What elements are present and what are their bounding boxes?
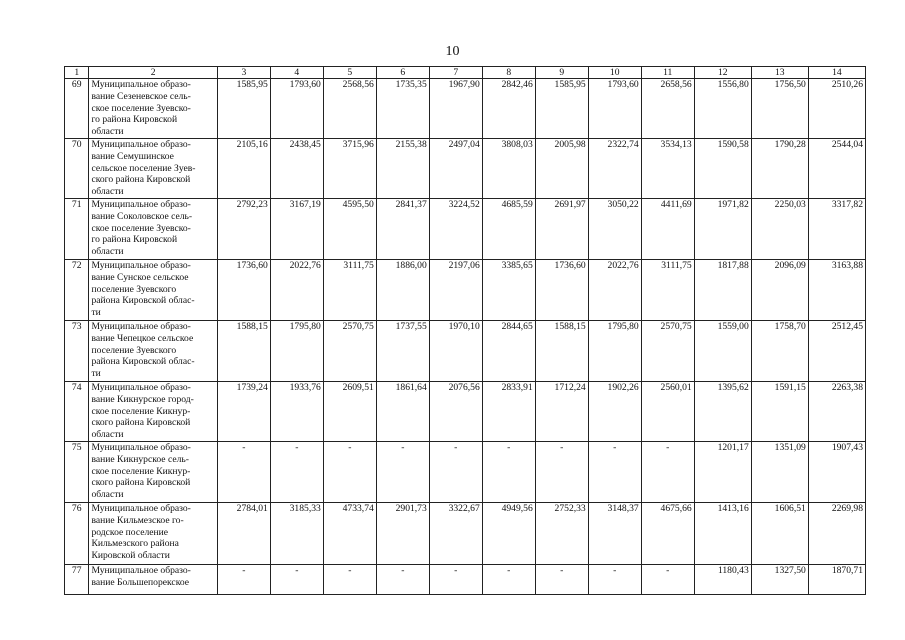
- row-number: 75: [65, 442, 89, 503]
- value-cell: 1817,88: [694, 260, 751, 321]
- value-cell: 2438,45: [270, 139, 323, 199]
- row-number: 73: [65, 321, 89, 382]
- municipality-name: [89, 260, 217, 321]
- value-cell: 1585,95: [217, 79, 270, 139]
- value-cell: 2658,56: [641, 79, 694, 139]
- value-cell: 2609,51: [323, 382, 376, 442]
- value-cell: 2510,26: [808, 79, 865, 139]
- value-cell: 2322,74: [588, 139, 641, 199]
- municipality-name: [89, 442, 217, 503]
- row-number: 74: [65, 382, 89, 442]
- municipality-name-line: области: [91, 186, 124, 198]
- value-cell: 2155,38: [376, 139, 429, 199]
- value-cell: 3534,13: [641, 139, 694, 199]
- column-header: 13: [751, 67, 808, 79]
- value-cell: 1735,35: [376, 79, 429, 139]
- value-cell: 3317,82: [808, 199, 865, 260]
- table-row: [65, 79, 866, 139]
- value-cell: 1967,90: [429, 79, 482, 139]
- value-cell: -: [482, 442, 535, 503]
- value-cell: 1758,70: [751, 321, 808, 382]
- value-cell: 3111,75: [641, 260, 694, 321]
- value-cell: -: [270, 442, 323, 503]
- value-cell: 1870,71: [808, 565, 865, 595]
- value-cell: 2841,37: [376, 199, 429, 260]
- column-header: 5: [323, 67, 376, 79]
- value-cell: -: [588, 565, 641, 595]
- value-cell: 1327,50: [751, 565, 808, 595]
- municipality-name-line: вание Соколовское сель-: [91, 210, 193, 222]
- value-cell: 1970,10: [429, 321, 482, 382]
- tariff-table: [64, 66, 866, 595]
- municipality-name-line: вание Чепецкое сельское: [91, 332, 194, 344]
- column-header: 4: [270, 67, 323, 79]
- value-cell: 1861,64: [376, 382, 429, 442]
- municipality-name-line: Муниципальное образо-: [91, 79, 191, 90]
- value-cell: 1886,00: [376, 260, 429, 321]
- value-cell: 3050,22: [588, 199, 641, 260]
- value-cell: -: [376, 565, 429, 595]
- value-cell: 1588,15: [535, 321, 588, 382]
- value-cell: 4685,59: [482, 199, 535, 260]
- table-row: [65, 199, 866, 260]
- value-cell: 1736,60: [535, 260, 588, 321]
- value-cell: 2842,46: [482, 79, 535, 139]
- value-cell: 3322,67: [429, 503, 482, 565]
- column-header: 8: [482, 67, 535, 79]
- value-cell: 3111,75: [323, 260, 376, 321]
- table-row: [65, 139, 866, 199]
- municipality-name-line: вание Сунское сельское: [91, 271, 189, 283]
- municipality-name-line: Муниципальное образо-: [91, 382, 191, 393]
- municipality-name-line: ское поселение Зуевско-: [91, 222, 191, 234]
- value-cell: 2792,23: [217, 199, 270, 260]
- page-number: 10: [445, 44, 460, 59]
- column-header: 3: [217, 67, 270, 79]
- value-cell: 4675,66: [641, 503, 694, 565]
- value-cell: -: [482, 565, 535, 595]
- value-cell: 2570,75: [323, 321, 376, 382]
- value-cell: 1585,95: [535, 79, 588, 139]
- municipality-name-line: сельское поселение Зуев-: [91, 162, 196, 174]
- municipality-name-line: го района Кировской: [91, 114, 178, 126]
- value-cell: 3163,88: [808, 260, 865, 321]
- municipality-name-line: области: [91, 429, 124, 441]
- column-header: 2: [89, 67, 217, 79]
- value-cell: 2833,91: [482, 382, 535, 442]
- row-number: 72: [65, 260, 89, 321]
- value-cell: 1180,43: [694, 565, 751, 595]
- row-number: 70: [65, 139, 89, 199]
- municipality-name: [89, 321, 217, 382]
- value-cell: 1591,15: [751, 382, 808, 442]
- municipality-name-line: вание Кильмезское го-: [91, 514, 184, 526]
- value-cell: 1907,43: [808, 442, 865, 503]
- value-cell: -: [323, 565, 376, 595]
- municipality-name-line: ское поселение Кикнур-: [91, 465, 191, 477]
- municipality-name-line: поселение Зуевского: [91, 344, 177, 356]
- row-number: 71: [65, 199, 89, 260]
- column-header: 9: [535, 67, 588, 79]
- municipality-name-line: вание Семушинское: [91, 150, 174, 162]
- value-cell: 2752,33: [535, 503, 588, 565]
- value-cell: -: [641, 565, 694, 595]
- column-header: 10: [588, 67, 641, 79]
- value-cell: 1739,24: [217, 382, 270, 442]
- value-cell: 3167,19: [270, 199, 323, 260]
- value-cell: 2512,45: [808, 321, 865, 382]
- value-cell: 1737,55: [376, 321, 429, 382]
- value-cell: 1590,58: [694, 139, 751, 199]
- municipality-name-line: ское поселение Кикнур-: [91, 405, 191, 417]
- value-cell: 1736,60: [217, 260, 270, 321]
- municipality-name: [89, 79, 217, 139]
- row-number: 69: [65, 79, 89, 139]
- value-cell: -: [588, 442, 641, 503]
- municipality-name-line: ти: [91, 368, 101, 380]
- value-cell: 2497,04: [429, 139, 482, 199]
- value-cell: 1793,60: [588, 79, 641, 139]
- column-header: 12: [694, 67, 751, 79]
- municipality-name-line: области: [91, 489, 124, 501]
- municipality-name-line: Муниципальное образо-: [91, 199, 191, 210]
- value-cell: 2560,01: [641, 382, 694, 442]
- value-cell: 4949,56: [482, 503, 535, 565]
- value-cell: -: [535, 442, 588, 503]
- value-cell: 1351,09: [751, 442, 808, 503]
- municipality-name-line: вание Кикнурское город-: [91, 393, 194, 405]
- value-cell: 1606,51: [751, 503, 808, 565]
- value-cell: 1588,15: [217, 321, 270, 382]
- row-number: 76: [65, 503, 89, 565]
- value-cell: 2005,98: [535, 139, 588, 199]
- value-cell: 3808,03: [482, 139, 535, 199]
- table-row: [65, 321, 866, 382]
- municipality-name-line: Кировской области: [91, 550, 170, 562]
- value-cell: -: [376, 442, 429, 503]
- column-header: 14: [808, 67, 865, 79]
- value-cell: 1933,76: [270, 382, 323, 442]
- column-number-header-row: [65, 67, 866, 79]
- value-cell: 2263,38: [808, 382, 865, 442]
- value-cell: 2570,75: [641, 321, 694, 382]
- value-cell: -: [535, 565, 588, 595]
- value-cell: 3148,37: [588, 503, 641, 565]
- municipality-name-line: ти: [91, 307, 101, 319]
- table-body: [65, 79, 866, 595]
- value-cell: 1201,17: [694, 442, 751, 503]
- municipality-name-line: вание Кикнурское сель-: [91, 453, 189, 465]
- value-cell: -: [429, 565, 482, 595]
- table-row: [65, 442, 866, 503]
- municipality-name: [89, 565, 217, 595]
- municipality-name-line: поселение Зуевского: [91, 283, 177, 295]
- column-header: 11: [641, 67, 694, 79]
- municipality-name: [89, 503, 217, 565]
- column-header: 6: [376, 67, 429, 79]
- value-cell: -: [270, 565, 323, 595]
- municipality-name-line: го района Кировской: [91, 234, 178, 246]
- value-cell: 1756,50: [751, 79, 808, 139]
- column-header: 7: [429, 67, 482, 79]
- value-cell: 2568,56: [323, 79, 376, 139]
- municipality-name-line: ского района Кировской: [91, 477, 191, 489]
- table-row: [65, 503, 866, 565]
- municipality-name-line: области: [91, 126, 124, 138]
- value-cell: 4411,69: [641, 199, 694, 260]
- value-cell: 1795,80: [270, 321, 323, 382]
- municipality-name-line: района Кировской облас-: [91, 356, 195, 368]
- municipality-name-line: района Кировской облас-: [91, 295, 195, 307]
- value-cell: 2250,03: [751, 199, 808, 260]
- value-cell: -: [217, 565, 270, 595]
- municipality-name-line: Муниципальное образо-: [91, 565, 191, 576]
- municipality-name-line: ское поселение Зуевско-: [91, 102, 191, 114]
- value-cell: 1559,00: [694, 321, 751, 382]
- value-cell: 3185,33: [270, 503, 323, 565]
- municipality-name-line: вание Большепорекское: [91, 576, 190, 588]
- value-cell: 2197,06: [429, 260, 482, 321]
- municipality-name-line: Муниципальное образо-: [91, 139, 191, 150]
- value-cell: 1795,80: [588, 321, 641, 382]
- row-number: 77: [65, 565, 89, 595]
- table-row: [65, 382, 866, 442]
- municipality-name-line: Кильмезского района: [91, 538, 179, 550]
- value-cell: 3385,65: [482, 260, 535, 321]
- value-cell: 2022,76: [270, 260, 323, 321]
- value-cell: 1971,82: [694, 199, 751, 260]
- municipality-name-line: области: [91, 246, 124, 258]
- municipality-name-line: Муниципальное образо-: [91, 321, 191, 332]
- value-cell: 2096,09: [751, 260, 808, 321]
- value-cell: 4595,50: [323, 199, 376, 260]
- value-cell: 1712,24: [535, 382, 588, 442]
- value-cell: 1413,16: [694, 503, 751, 565]
- municipality-name-line: вание Сезеневское сель-: [91, 90, 191, 102]
- municipality-name: [89, 139, 217, 199]
- value-cell: 2691,97: [535, 199, 588, 260]
- value-cell: 3224,52: [429, 199, 482, 260]
- value-cell: 2901,73: [376, 503, 429, 565]
- municipality-name-line: родское поселение: [91, 526, 169, 538]
- value-cell: 2269,98: [808, 503, 865, 565]
- municipality-name: [89, 199, 217, 260]
- value-cell: 2022,76: [588, 260, 641, 321]
- value-cell: 3715,96: [323, 139, 376, 199]
- municipality-name-line: ского района Кировской: [91, 174, 191, 186]
- table-row: [65, 565, 866, 595]
- table-row: [65, 260, 866, 321]
- value-cell: 4733,74: [323, 503, 376, 565]
- value-cell: -: [429, 442, 482, 503]
- value-cell: -: [641, 442, 694, 503]
- value-cell: -: [323, 442, 376, 503]
- value-cell: 1793,60: [270, 79, 323, 139]
- value-cell: 1902,26: [588, 382, 641, 442]
- value-cell: 1790,28: [751, 139, 808, 199]
- municipality-name: [89, 382, 217, 442]
- municipality-name-line: Муниципальное образо-: [91, 442, 191, 453]
- column-header: 1: [65, 67, 89, 79]
- value-cell: -: [217, 442, 270, 503]
- municipality-name-line: Муниципальное образо-: [91, 260, 191, 271]
- municipality-name-line: Муниципальное образо-: [91, 503, 191, 514]
- value-cell: 2544,04: [808, 139, 865, 199]
- value-cell: 1556,80: [694, 79, 751, 139]
- municipality-name-line: ского района Кировской: [91, 417, 191, 429]
- value-cell: 2105,16: [217, 139, 270, 199]
- value-cell: 2076,56: [429, 382, 482, 442]
- value-cell: 2844,65: [482, 321, 535, 382]
- value-cell: 2784,01: [217, 503, 270, 565]
- value-cell: 1395,62: [694, 382, 751, 442]
